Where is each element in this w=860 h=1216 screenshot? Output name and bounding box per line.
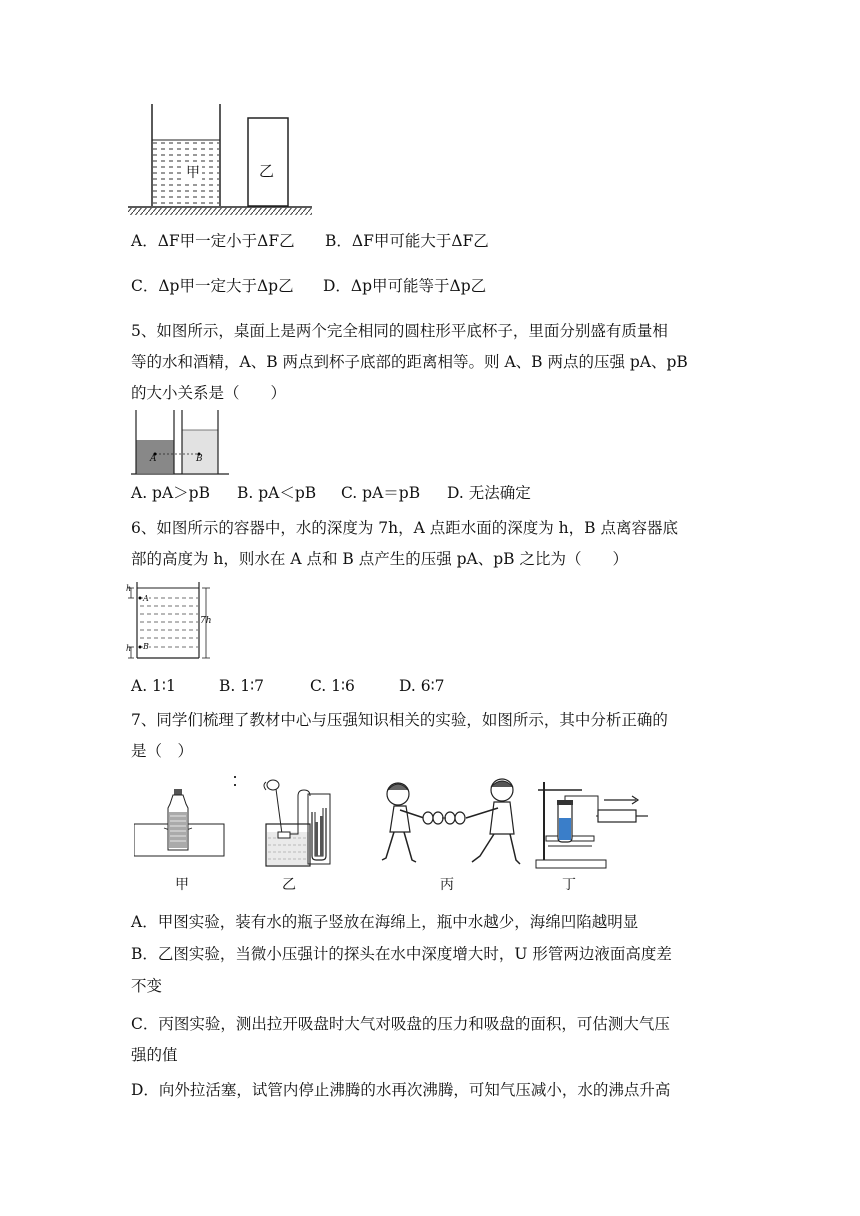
q6-option-d: D. 6∶7 [399,677,445,695]
q7-caption-bing: 丙 [440,877,454,893]
q6-fig-h-bottom: h [126,644,132,653]
q4-option-b: B．ΔF甲可能大于ΔF乙 [325,232,489,250]
q6-fig-a: A [143,594,149,603]
q6-question-line-1: 6、如图所示的容器中，水的深度为 7h，A 点距水面的深度为 h，B 点离容器底 [131,519,678,537]
q4-label-jia: 甲 [186,165,200,181]
q4-figure [128,104,312,216]
q4-label-yi: 乙 [259,162,275,180]
q7-figure-pressure-gauge [232,772,340,872]
q5-question-line-1: 5、如图所示，桌面上是两个完全相同的圆柱形平底杯子，里面分别盛有质量相 [131,322,668,340]
q5-option-d: D. 无法确定 [447,484,531,502]
q6-option-c: C. 1∶6 [310,677,355,695]
q4-option-a: A．ΔF甲一定小于ΔF乙 [131,232,295,250]
q5-option-a: A. pA＞pB [131,484,210,502]
q6-question-line-2: 部的高度为 h，则水在 A 点和 B 点产生的压强 pA、pB 之比为（ ） [131,550,628,568]
q5-fig-label-a: A [150,454,157,464]
q7-option-a: A．甲图实验，装有水的瓶子竖放在海绵上，瓶中水越少，海绵凹陷越明显 [131,913,639,931]
q6-option-b: B. 1∶7 [219,677,265,695]
q5-question-line-2: 等的水和酒精，A、B 两点到杯子底部的距离相等。则 A、B 两点的压强 pA、pB [131,353,688,371]
q6-option-a: A. 1∶1 [131,677,176,695]
q7-option-c-line-1: C．丙图实验，测出拉开吸盘时大气对吸盘的压力和吸盘的面积，可估测大气压 [131,1015,670,1033]
q4-option-d: D．Δp甲可能等于Δp乙 [323,277,487,295]
q7-question-line-2: 是（ ） [131,742,194,760]
q4-option-c: C．Δp甲一定大于Δp乙 [131,277,294,295]
q7-figure-bottle-on-sponge [134,788,232,868]
q7-option-c-line-2: 强的值 [131,1046,178,1064]
q7-option-b-line-1: B．乙图实验，当微小压强计的探头在水中深度增大时，U 形管两边液面高度差 [131,945,672,963]
q6-fig-7h: 7h [200,616,212,626]
q7-caption-yi: 乙 [282,877,296,893]
q7-caption-ding: 丁 [562,877,576,893]
q6-fig-h-top: h [126,584,132,593]
q5-figure [131,410,239,476]
q7-option-d: D．向外拉活塞，试管内停止沸腾的水再次沸腾，可知气压减小，水的沸点升高 [131,1081,671,1099]
q7-caption-jia: 甲 [175,877,189,893]
q5-option-c: C. pA＝pB [341,484,421,502]
q7-option-b-line-2: 不变 [131,977,163,995]
q5-fig-label-b: B [196,454,203,464]
q7-question-line-1: 7、同学们梳理了教材中心与压强知识相关的实验，如图所示，其中分析正确的 [131,711,668,729]
q5-question-line-3: 的大小关系是（ ） [131,384,287,402]
q7-figure-suction-cups [380,776,522,872]
q5-option-b: B. pA＜pB [237,484,317,502]
q6-fig-b: B [143,642,149,651]
q7-figure-boiling-syringe [532,776,650,872]
